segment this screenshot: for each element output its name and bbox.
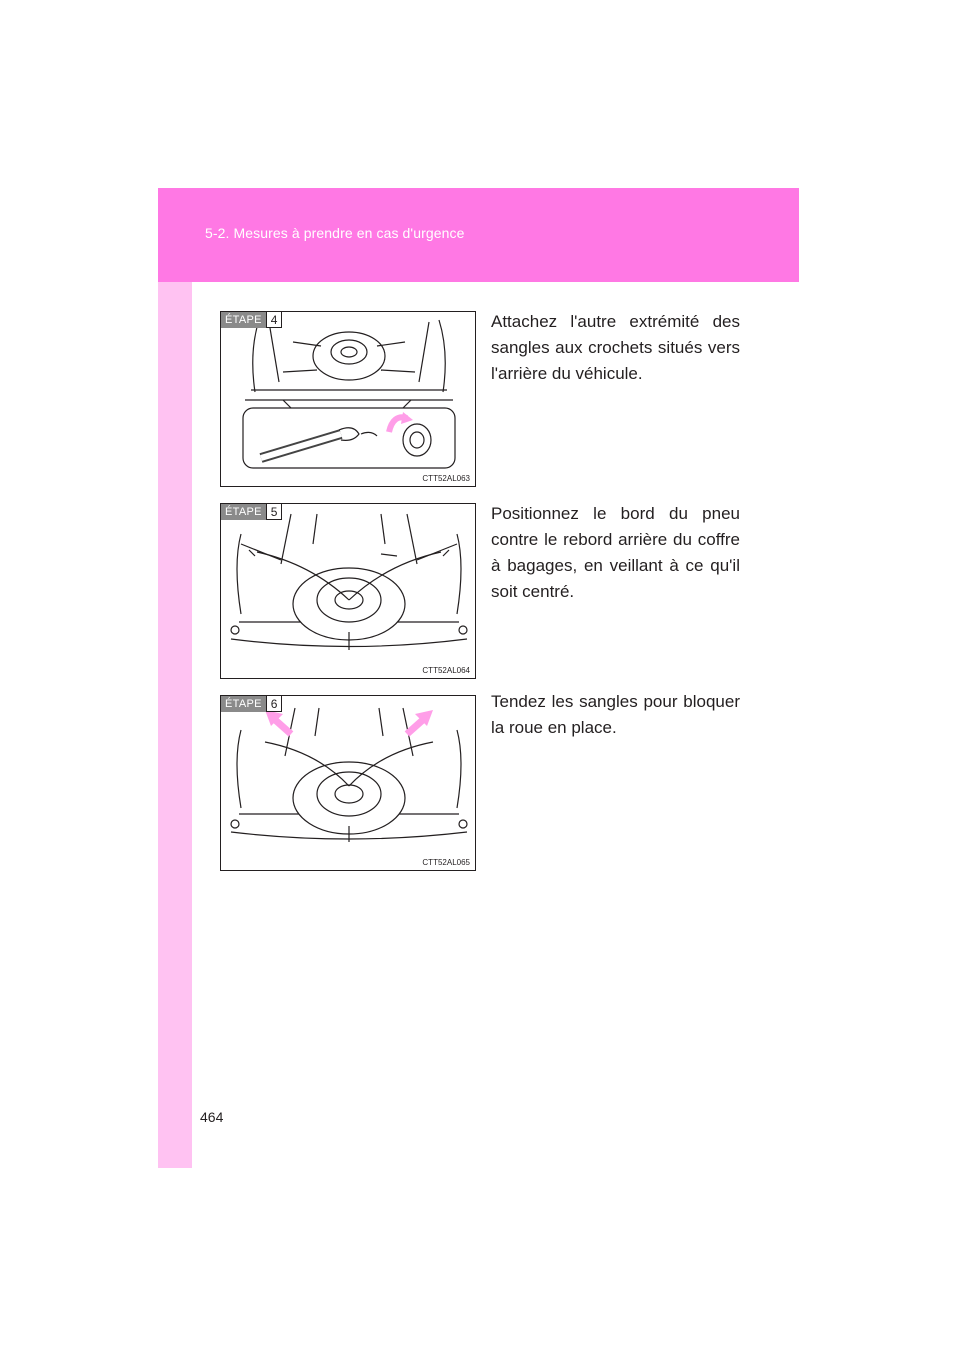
step-label: ÉTAPE [221,696,266,712]
step-label: ÉTAPE [221,312,266,328]
step-badge [221,696,282,712]
figure-code: CTT52AL064 [422,666,470,675]
step-5-text: Positionnez le bord du pneu contre le rebord arrière du coffre à bagages, en veillant à ce qu'il soit centré. [491,504,740,601]
step-badge [221,504,282,520]
figure-code: CTT52AL065 [422,858,470,867]
step-label: ÉTAPE [221,504,266,520]
step-number: 5 [266,504,283,520]
step-6-text: Tendez les sangles pour bloquer la roue en place. [491,692,740,737]
figure-step-4 [220,311,476,487]
step-number: 4 [266,312,283,328]
step-number: 6 [266,696,283,712]
spare-tire-hook-illustration [221,312,476,487]
spare-tire-position-illustration [221,504,476,679]
side-band [158,188,192,1168]
figure-code: CTT52AL063 [422,474,470,483]
section-title: 5-2. Mesures à prendre en cas d'urgence [205,225,465,241]
step-4-text: Attachez l'autre extrémité des sangles aux crochets situés vers l'arrière du véhicule. [491,312,740,383]
figure-step-5 [220,503,476,679]
figure-step-6 [220,695,476,871]
spare-tire-tighten-illustration [221,696,476,871]
step-badge [221,312,282,328]
page-number: 464 [200,1109,224,1125]
